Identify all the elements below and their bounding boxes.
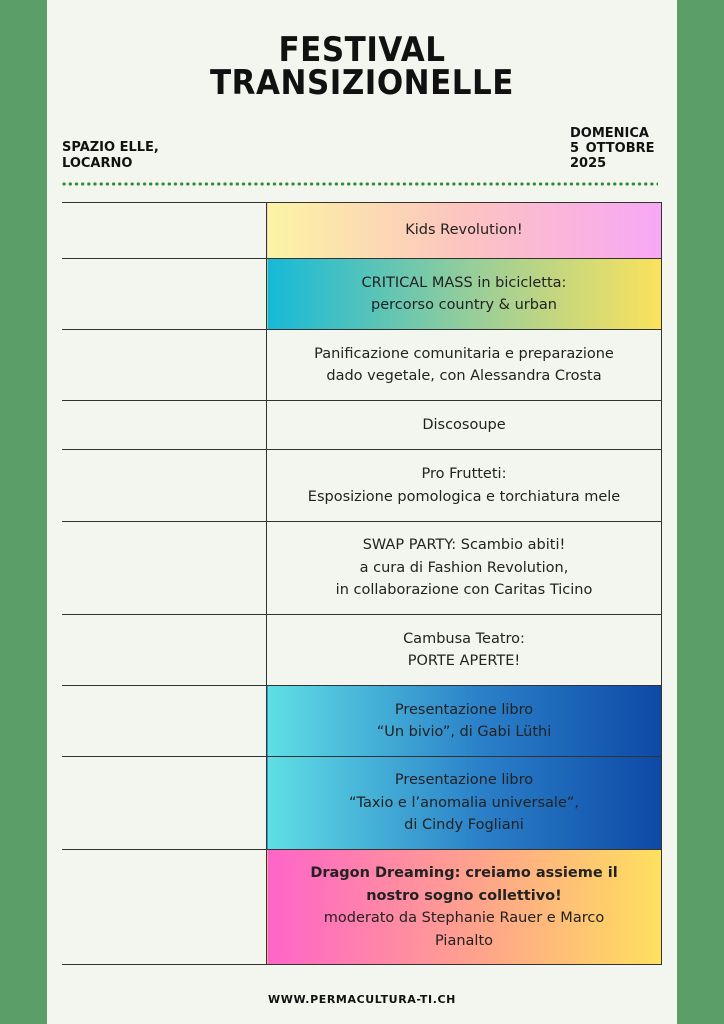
activity-line: Pro Frutteti: [421,466,507,482]
time-cell [62,686,267,757]
schedule-row [62,259,662,330]
activity-cell [267,757,662,850]
activity-cell [267,203,662,259]
time-cell [62,522,267,615]
activity-cell [267,401,662,450]
activity-line: Cambusa Teatro: [403,630,525,647]
schedule-row [62,686,662,757]
title-line-1: FESTIVAL [278,30,446,70]
activity-line: Pianalto [435,932,493,949]
activity-cell [267,850,662,965]
schedule-row [62,330,662,401]
activity-line: PORTE APERTE! [407,653,521,669]
activity-line: Kids Revolution! [405,222,523,239]
dotted-divider [61,182,658,186]
flyer-page [47,0,677,1024]
activity-cell [267,259,662,330]
activity-line: dado vegetale, con Alessandra Crosta [326,368,602,384]
location-line-1: SPAZIO ELLE, [62,140,159,155]
activity-cell [267,450,662,522]
activity-cell [267,686,662,757]
activity-line: moderato da Stephanie Rauer e Marco [323,910,605,926]
activity-line: Presentazione libro [394,772,534,789]
schedule-row [62,450,662,522]
activity-line: Esposizione pomologica e torchiatura mele [307,488,621,505]
date-line-2: 5 OTTOBRE [570,141,655,156]
festival-title [47,30,677,103]
activity-line: Presentazione libro [394,701,534,718]
activity-line: “Taxio e l’anomalia universale”, [348,794,579,811]
event-date [570,126,655,171]
activity-line: “Un bivio”, di Gabi Lüthi [376,724,552,740]
time-cell [62,757,267,850]
activity-cell [267,615,662,686]
website-link[interactable]: WWW.PERMACULTURA-TI.CH [267,993,456,1006]
date-line-3: 2025 [570,156,607,171]
schedule-row [62,850,662,965]
activity-line: Panificazione comunitaria e preparazione [314,345,614,362]
activity-line: a cura di Fashion Revolution, [359,559,569,576]
venue-location [62,140,159,172]
time-cell [62,401,267,450]
time-cell [62,203,267,259]
activity-line: di Cindy Fogliani [404,817,524,834]
time-cell [62,450,267,522]
activity-line: CRITICAL MASS in bicicletta: [361,274,567,291]
date-line-1: DOMENICA [570,126,649,141]
schedule-row [62,615,662,686]
time-cell [62,850,267,965]
activity-line-bold: nostro sogno collettivo! [366,887,562,904]
time-cell [62,330,267,401]
activity-cell [267,522,662,615]
time-cell [62,615,267,686]
schedule-row [62,522,662,615]
time-cell [62,259,267,330]
activity-line-bold: Dragon Dreaming: creiamo assieme il [310,865,618,881]
schedule-row [62,203,662,259]
activity-line: SWAP PARTY: Scambio abiti! [362,537,566,554]
schedule-row [62,401,662,450]
activity-line: percorso country & urban [370,297,557,313]
activity-line: Discosoupe [422,416,506,433]
activity-cell [267,330,662,401]
location-line-2: LOCARNO [62,156,133,171]
schedule-row [62,757,662,850]
activity-line: in collaborazione con Caritas Ticino [335,582,593,599]
title-line-2: TRANSIZIONELLE [210,63,514,103]
schedule-table [62,202,662,965]
